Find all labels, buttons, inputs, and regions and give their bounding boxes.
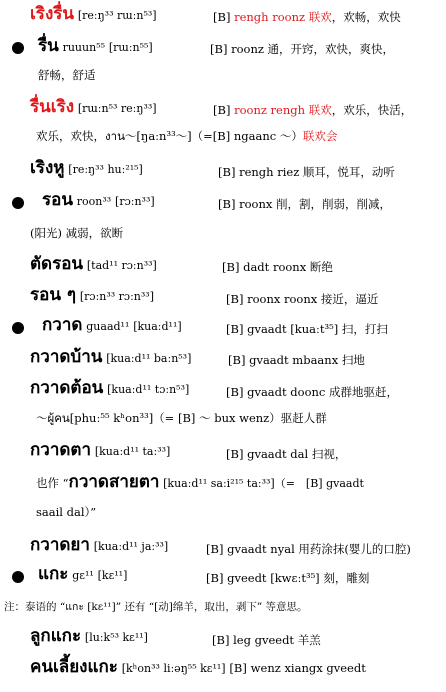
entry-1-gloss [213, 9, 401, 25]
footnote: 注：泰语的 “แกะ [kɛ¹¹]” 还有 “[动]绵羊，取出，剥下” 等意思。 [4, 601, 308, 613]
zhuang-red: rengh roonz 联欢 [234, 10, 332, 24]
gloss: roonx roonx 接近，逼近 [247, 292, 379, 306]
headword: กวาดยา [30, 535, 90, 555]
source-tag: [B] [206, 571, 224, 585]
source-tag: [B] [226, 292, 244, 306]
entry-12 [30, 537, 168, 555]
entry-8-gloss [226, 321, 388, 337]
zhuang-red: 联欢会 [302, 129, 338, 143]
entry-2-cont: 舒畅，舒适 [38, 68, 96, 82]
source-tag: [B] [213, 10, 231, 24]
entry-5-cont: (阳光) 减弱，欲断 [30, 226, 124, 240]
latin: roon³³ [76, 195, 112, 208]
gloss: gvaadt dal 扫视， [247, 447, 347, 461]
gloss-cont: 欢乐，欢快，งาน～[ŋaːn³³～]（=[B] ngaanc ～） [36, 129, 303, 143]
headword: ตัดรอน [30, 254, 84, 274]
also-written: 也作 “ [36, 476, 69, 490]
headword: รื่นเริง [30, 97, 74, 117]
entry-3-cont [36, 128, 337, 144]
source-tag: [B] [210, 42, 228, 56]
gloss: ，欢乐，快活， [331, 103, 413, 117]
entry-13 [38, 566, 127, 584]
entry-14-gloss [212, 632, 321, 648]
entry-10-gloss [226, 384, 398, 400]
ipa: [kuaːd¹¹ jaː³³] [93, 540, 169, 553]
entry-13-gloss [206, 570, 369, 586]
source-tag: [B] [218, 197, 236, 211]
ipa: [kuaːd¹¹ baːn⁵³] [106, 352, 192, 365]
bullet-icon [12, 42, 24, 54]
gloss: gvaadt doonc 成群地驱赶， [247, 385, 399, 399]
source-tag: [B] [226, 322, 244, 336]
headword: ลูกแกะ [30, 626, 82, 646]
headword: เริงหู [30, 158, 65, 178]
entry-5 [42, 192, 155, 210]
ipa: [kɛ¹¹] [97, 569, 128, 582]
gloss: gvaadt nyal 用药涂抹(婴儿的口腔) [227, 542, 411, 556]
source-tag: [B] [218, 165, 236, 179]
gloss: dadt roonx 断绝 [243, 260, 333, 274]
entry-2-gloss [210, 41, 394, 57]
headword: กวาดบ้าน [30, 347, 103, 367]
entry-9 [30, 349, 191, 367]
source-tag: [B] [222, 260, 240, 274]
entry-7-gloss [226, 291, 378, 307]
gloss: gveedt [kwɛːt³⁵] 刻，雕刻 [227, 571, 370, 585]
ipa: [reːŋ³³ rɯːn⁵³] [77, 9, 157, 22]
headword: แกะ [38, 564, 69, 584]
entry-15 [30, 659, 366, 677]
latin: guaad¹¹ [86, 320, 130, 333]
zhuang-red: roonz rengh 联欢 [234, 103, 332, 117]
entry-4 [30, 160, 143, 178]
headword: รอน ๆ [30, 285, 77, 305]
alt-headword: กวาดสายตา [68, 472, 160, 492]
source-tag: [B] [229, 661, 247, 675]
headword: กวาดตา [30, 440, 92, 460]
entry-8 [42, 317, 182, 335]
entry-12-gloss [206, 541, 411, 557]
ipa: [kʰon³³ liːəŋ⁵⁵ kɛ¹¹] [121, 662, 226, 675]
entry-14 [30, 628, 148, 646]
entry-6-gloss [222, 259, 333, 275]
headword: คนเลี้ยงแกะ [30, 657, 118, 677]
headword: กวาด [42, 315, 83, 335]
bullet-icon [12, 571, 24, 583]
gloss: leg gveedt 羊羔 [233, 633, 321, 647]
source-tag: [B] [226, 385, 244, 399]
bullet-icon [12, 197, 24, 209]
gloss: roonz 通，开窍，欢快，爽快， [231, 42, 395, 56]
gloss: ，欢畅，欢快 [331, 10, 401, 24]
ipa: [rɔːn³³ rɔːn³³] [79, 290, 154, 303]
source-tag: [B] [213, 103, 231, 117]
entry-11 [30, 442, 170, 460]
source-tag: [B] [206, 542, 224, 556]
entry-3 [30, 99, 157, 117]
bullet-icon [12, 322, 24, 334]
gloss: rengh riez 顺耳，悦耳，动听 [239, 165, 395, 179]
ipa: [rɯːn⁵⁵] [108, 41, 153, 54]
ipa: [kuaːd¹¹] [133, 320, 182, 333]
entry-2 [38, 38, 153, 56]
entry-10 [30, 380, 189, 398]
ipa: [reːŋ³³ huː²¹⁵] [68, 163, 143, 176]
source-tag: [B] [226, 447, 244, 461]
headword: เริงรื่น [30, 4, 74, 24]
entry-5-gloss [218, 196, 391, 212]
entry-11-also [36, 474, 364, 492]
ipa: [rɔːn³³] [115, 195, 155, 208]
latin: ruuun⁵⁵ [62, 41, 106, 54]
ipa: [kuaːd¹¹ taː³³] [94, 445, 171, 458]
headword: กวาดต้อน [30, 378, 104, 398]
entry-9-gloss [228, 352, 365, 368]
entry-6 [30, 256, 157, 274]
gloss: gvaadt mbaanx 扫地 [249, 353, 365, 367]
source-tag: [B] [228, 353, 246, 367]
headword: รื่น [38, 36, 59, 56]
entry-7 [30, 287, 154, 305]
ipa: [tad¹¹ rɔːn³³] [86, 259, 157, 272]
ipa: [kuaːd¹¹ tɔːn⁵³] [107, 383, 190, 396]
entry-11-gloss [226, 446, 346, 462]
entry-10-cont: ～ผู้คน[phuː⁵⁵ kʰon³³]（= [B] ～ bux wenz）驱赶人群 [36, 411, 327, 425]
source-tag: [B] [212, 633, 230, 647]
entry-4-gloss [218, 164, 395, 180]
latin: gɛ¹¹ [72, 569, 94, 582]
gloss: gvaadt [kuaːt³⁵] 扫，打扫 [247, 322, 388, 336]
headword: รอน [42, 190, 73, 210]
entry-3-gloss [213, 102, 412, 118]
ipa: [kuaːd¹¹ saːi²¹⁵ taː³³]（= [B] gvaadt [163, 477, 364, 490]
entry-11-also-cont: saail dal）” [36, 505, 97, 519]
entry-1 [30, 6, 157, 24]
ipa: [luːk⁵³ kɛ¹¹] [84, 631, 148, 644]
gloss: roonx 削，割，削弱，削减， [239, 197, 391, 211]
ipa: [rɯːn⁵³ reːŋ³³] [77, 102, 157, 115]
gloss: wenz xiangx gveedt [250, 661, 366, 675]
